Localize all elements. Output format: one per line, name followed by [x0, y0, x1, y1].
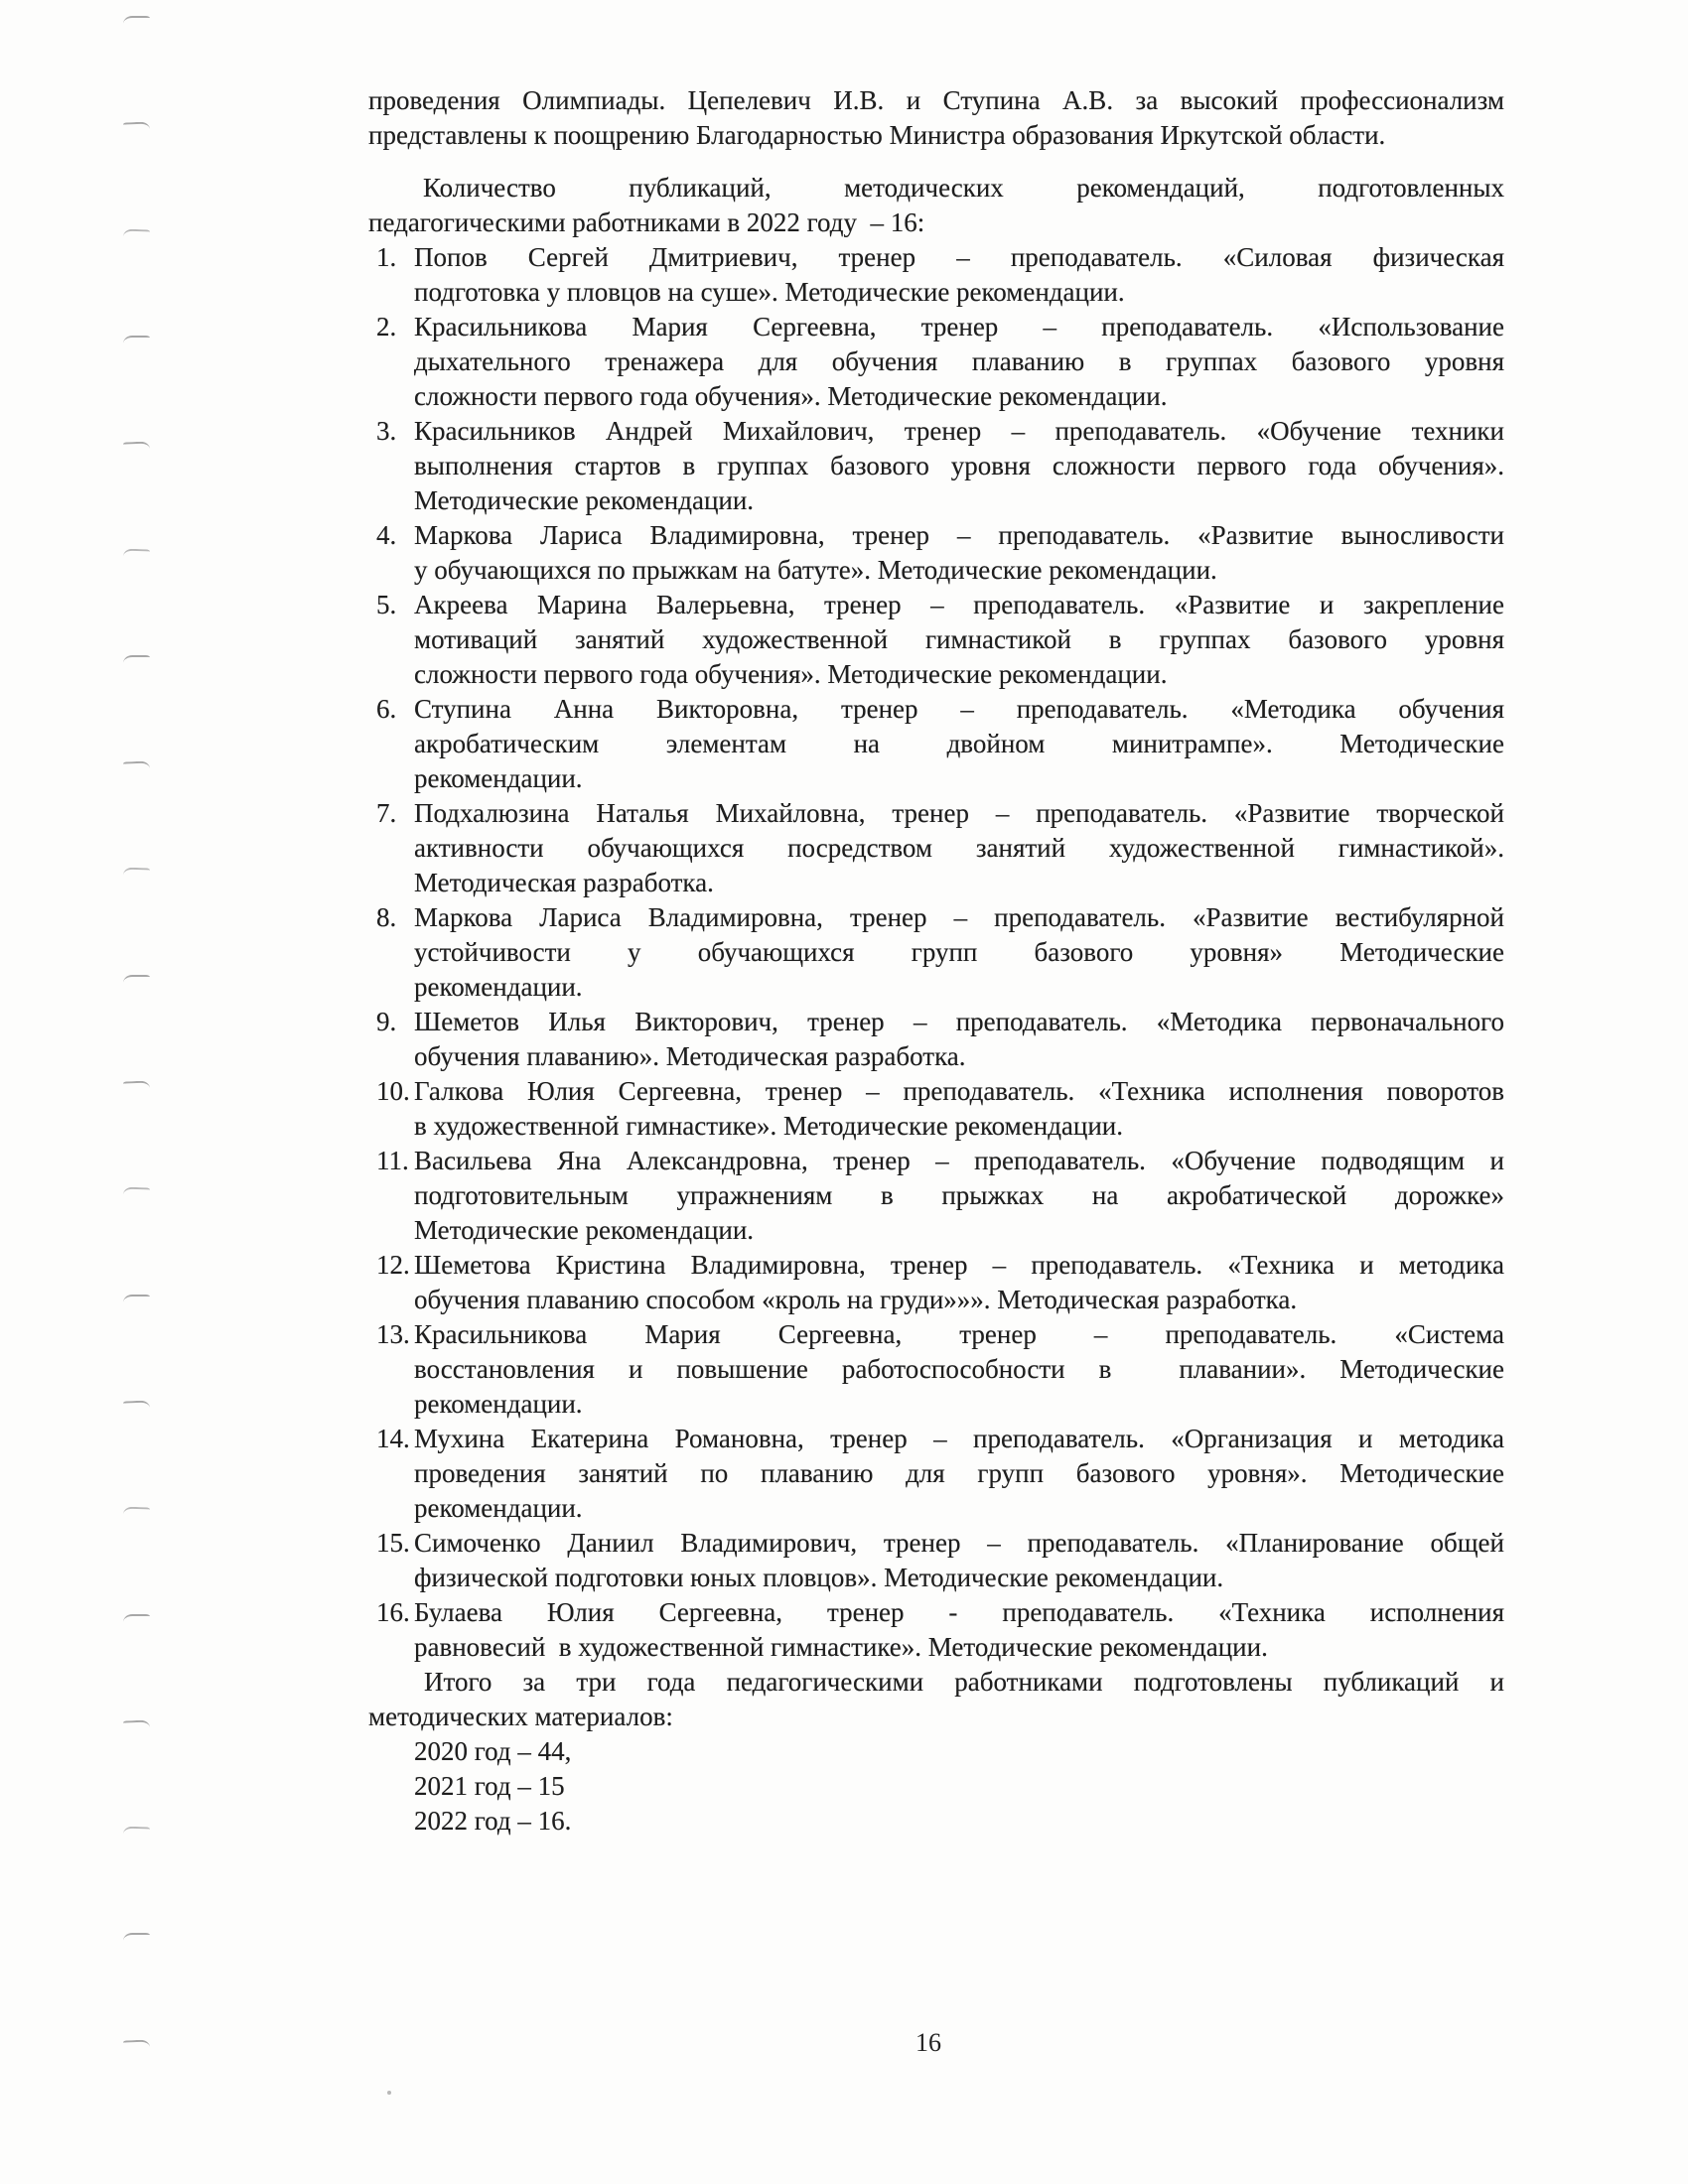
margin-mark — [123, 1719, 150, 1728]
list-item-text: Попов Сергей Дмитриевич, тренер – преподаватель. «Силовая физическая — [414, 242, 1504, 272]
list-item-number: 1. — [376, 242, 397, 272]
list-item-line — [368, 240, 1504, 275]
list-item-line: рекомендации. — [414, 972, 583, 1002]
list-item-line — [368, 310, 1504, 344]
scan-speck — [387, 2091, 391, 2095]
list-item-line — [368, 414, 1504, 449]
intro-paragraph-line: проведения Олимпиады. Цепелевич И.В. и Ступина А.В. за высокий профессионализм — [368, 85, 1504, 115]
list-item-line: сложности первого года обучения». Методические рекомендации. — [414, 381, 1168, 411]
list-item-line — [368, 1144, 1504, 1178]
list-item-number: 5. — [376, 590, 397, 619]
list-item-number: 6. — [376, 694, 397, 724]
year-total-line: 2021 год – 15 — [414, 1771, 565, 1801]
list-item-text: Булаева Юлия Сергеевна, тренер - преподаватель. «Техника исполнения — [414, 1597, 1504, 1627]
margin-mark — [123, 16, 150, 24]
list-item-line: выполнения стартов в группах базового уровня сложности первого года обучения». — [414, 451, 1504, 480]
list-item-text: Васильева Яна Александровна, тренер – преподаватель. «Обучение подводящим и — [414, 1146, 1504, 1175]
list-item-text: Симоченко Даниил Владимирович, тренер – преподаватель. «Планирование общей — [414, 1528, 1504, 1558]
year-total-line: 2020 год – 44, — [414, 1736, 572, 1766]
list-item-text: Подхалюзина Наталья Михайловна, тренер – преподаватель. «Развитие творческой — [414, 798, 1504, 828]
list-item-number: 12. — [376, 1250, 410, 1280]
list-item-text: Мухина Екатерина Романовна, тренер – преподаватель. «Организация и методика — [414, 1424, 1504, 1453]
list-item-line: устойчивости у обучающихся групп базового уровня» Методические — [414, 937, 1504, 967]
list-item-number: 15. — [376, 1528, 410, 1558]
list-item-number: 13. — [376, 1319, 410, 1349]
list-item-number: 16. — [376, 1597, 410, 1627]
list-item-line: Методические рекомендации. — [414, 1215, 755, 1245]
margin-mark — [123, 1614, 150, 1622]
list-item-line — [368, 588, 1504, 622]
list-item-line: рекомендации. — [414, 1389, 583, 1419]
margin-mark — [123, 868, 150, 877]
margin-mark — [123, 1081, 150, 1090]
list-item-line — [368, 1422, 1504, 1456]
list-item-line: обучения плаванию». Методическая разработка. — [414, 1041, 966, 1071]
margin-mark — [123, 1827, 150, 1836]
list-item-line: физической подготовки юных пловцов». Методические рекомендации. — [414, 1563, 1224, 1592]
list-item-line: дыхательного тренажера для обучения плаванию в группах базового уровня — [414, 346, 1504, 376]
margin-mark — [123, 1295, 150, 1302]
list-item-text: Галкова Юлия Сергеевна, тренер – преподаватель. «Техника исполнения поворотов — [414, 1076, 1504, 1106]
list-item-number: 14. — [376, 1424, 410, 1453]
list-item-text: Шеметов Илья Викторович, тренер – преподаватель. «Методика первоначального — [414, 1007, 1504, 1036]
list-item-line — [368, 796, 1504, 831]
intro-paragraph-line: представлены к поощрению Благодарностью Министра образования Иркутской области. — [368, 120, 1386, 150]
year-total-line: 2022 год – 16. — [414, 1806, 572, 1836]
totals-paragraph-line: методических материалов: — [368, 1702, 673, 1731]
list-item-text: Шеметова Кристина Владимировна, тренер – преподаватель. «Техника и методика — [414, 1250, 1504, 1280]
list-item-line — [368, 1526, 1504, 1561]
margin-mark — [123, 761, 150, 770]
list-item-line — [368, 1248, 1504, 1283]
margin-mark — [123, 655, 150, 663]
list-item-line: равновесий в художественной гимнастике». Методические рекомендации. — [414, 1632, 1268, 1662]
list-item-text: Ступина Анна Викторовна, тренер – преподаватель. «Методика обучения — [414, 694, 1504, 724]
list-item-line: Методическая разработка. — [414, 868, 714, 897]
margin-mark — [123, 122, 150, 131]
list-item-text: Красильникова Мария Сергеевна, тренер – преподаватель. «Использование — [414, 312, 1504, 341]
list-item-number: 10. — [376, 1076, 410, 1106]
margin-mark — [123, 2039, 150, 2048]
summary-paragraph-line: Количество публикаций, методических рекомендаций, подготовленных — [423, 173, 1504, 203]
document-body — [368, 83, 1504, 1839]
margin-mark — [123, 228, 150, 237]
list-item-line: рекомендации. — [414, 1493, 583, 1523]
list-item-line: проведения занятий по плаванию для групп базового уровня». Методические — [414, 1458, 1504, 1488]
list-item-line: рекомендации. — [414, 763, 583, 793]
list-item-line — [368, 1317, 1504, 1352]
list-item-text: Маркова Лариса Владимировна, тренер – преподаватель. «Развитие выносливости — [414, 520, 1504, 550]
list-item-line — [368, 692, 1504, 727]
list-item-line — [368, 1595, 1504, 1630]
page-number: 16 — [915, 2028, 941, 2057]
margin-mark — [123, 442, 150, 451]
list-item-text: Маркова Лариса Владимировна, тренер – преподаватель. «Развитие вестибулярной — [414, 902, 1504, 932]
list-item-line: сложности первого года обучения». Методические рекомендации. — [414, 659, 1168, 689]
margin-mark — [123, 1507, 150, 1516]
margin-mark — [123, 975, 150, 983]
margin-mark — [123, 548, 150, 557]
list-item-line: подготовительным упражнениям в прыжках на акробатической дорожке» — [414, 1180, 1504, 1210]
list-item-number: 8. — [376, 902, 397, 932]
list-item-number: 11. — [376, 1146, 409, 1175]
list-item-line: мотиваций занятий художественной гимнастикой в группах базового уровня — [414, 624, 1504, 654]
list-item-line: акробатическим элементам на двойном минитрампе». Методические — [414, 729, 1504, 758]
list-item-line — [368, 1005, 1504, 1039]
list-item-text: Красильникова Мария Сергеевна, тренер – преподаватель. «Система — [414, 1319, 1504, 1349]
margin-mark — [123, 1400, 150, 1409]
list-item-number: 3. — [376, 416, 397, 446]
list-item-text: Акреева Марина Валерьевна, тренер – преподаватель. «Развитие и закрепление — [414, 590, 1504, 619]
list-item-number: 4. — [376, 520, 397, 550]
margin-mark — [123, 1187, 150, 1196]
margin-mark — [123, 336, 150, 343]
list-item-line: подготовка у пловцов на суше». Методические рекомендации. — [414, 277, 1125, 307]
list-item-line: Методические рекомендации. — [414, 485, 755, 515]
list-item-line: обучения плаванию способом «кроль на груди»»». Методическая разработка. — [414, 1285, 1298, 1314]
list-item-line: восстановления и повышение работоспособности в плавании». Методические — [414, 1354, 1504, 1384]
totals-paragraph-line: Итого за три года педагогическими работниками подготовлены публикаций и — [424, 1667, 1504, 1697]
summary-paragraph-line: педагогическими работниками в 2022 году – 16: — [368, 207, 925, 237]
list-item-line: в художественной гимнастике». Методические рекомендации. — [414, 1111, 1124, 1141]
paragraph-gap — [368, 153, 1504, 171]
list-item-line: активности обучающихся посредством занятий художественной гимнастикой». — [414, 833, 1504, 863]
list-item-line — [368, 900, 1504, 935]
list-item-line: у обучающихся по прыжкам на батуте». Методические рекомендации. — [414, 555, 1217, 585]
list-item-text: Красильников Андрей Михайлович, тренер – преподаватель. «Обучение техники — [414, 416, 1504, 446]
list-item-line — [368, 1074, 1504, 1109]
list-item-line — [368, 518, 1504, 553]
margin-mark — [123, 1933, 150, 1941]
list-item-number: 2. — [376, 312, 397, 341]
list-item-number: 7. — [376, 798, 397, 828]
list-item-number: 9. — [376, 1007, 397, 1036]
